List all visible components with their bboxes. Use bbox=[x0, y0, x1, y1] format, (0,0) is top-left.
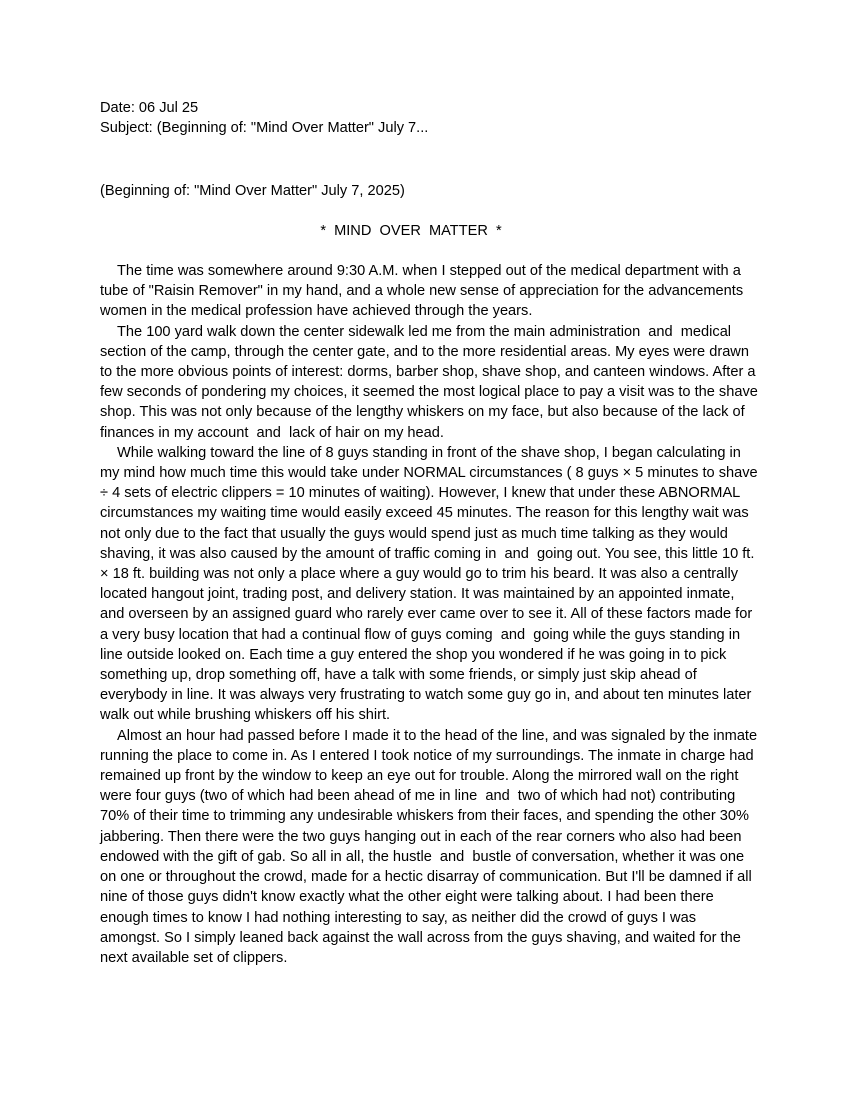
paragraph: While walking toward the line of 8 guys standing in front of the shave shop, I began calculating in my mind how much time this would take under NORMAL circumstances ( 8 guys × 5 minutes to shave ÷ 4 sets of electric clippers = 10 minutes of waiting). However, I knew that under these ABNORMAL circumstances my waiting time would easily exceed 45 minutes. The reason for this lengthy wait was not only due to the fact that usually the guys would spend just as much time talking as they would shaving, it was also caused by the amount of traffic coming in and going out. You see, this little 10 ft. × 18 ft. building was not only a place where a guy would go to trim his beard. It was also a centrally located hangout joint, trading post, and delivery station. It was maintained by an appointed inmate, and overseen by an assigned guard who rarely ever came over to see it. All of these factors made for a very busy location that had a continual flow of guys coming and going while the guys standing in line outside looked on. Each time a guy entered the shop you wondered if he was going in to pick something up, drop something off, have a talk with some friends, or simply just skip ahead of everybody in line. It was always very frustrating to watch some guy go in, and about ten minutes later walk out while brushing whiskers off his shirt. bbox=[100, 444, 762, 724]
beginning-line: (Beginning of: "Mind Over Matter" July 7, 2025) bbox=[100, 183, 405, 199]
email-subject: Subject: (Beginning of: "Mind Over Matter" July 7... bbox=[100, 120, 429, 136]
story-body bbox=[100, 261, 760, 968]
story-title: * MIND OVER MATTER * bbox=[320, 223, 502, 239]
document-page bbox=[100, 98, 760, 968]
paragraph: The 100 yard walk down the center sidewalk led me from the main administration and medical section of the camp, through the center gate, and to the more residential areas. My eyes were drawn to the more obvious points of interest: dorms, barber shop, shave shop, and canteen windows. After a few seconds of pondering my choices, it seemed the most logical place to pay a visit was to the shave shop. This was not only because of the lengthy whiskers on my face, but also because of the lack of finances in my account and lack of hair on my head. bbox=[100, 323, 762, 441]
paragraph: Almost an hour had passed before I made it to the head of the line, and was signaled by the inmate running the place to come in. As I entered I took notice of my surroundings. The inmate in charge had remained up front by the window to keep an eye out for trouble. Along the mirrored wall on the right were four guys (two of which had been ahead of me in line and two of which had not) contributing 70% of their time to trimming any undesirable whiskers from their faces, and spending the other 30% jabbering. Then there were the two guys hanging out in each of the rear corners who also had been endowed with the gift of gab. So all in all, the hustle and bustle of conversation, whether it was one on one or throughout the crowd, made for a hectic disarray of communication. But I'll be damned if all nine of those guys didn't know exactly what the other eight were talking about. I had been there enough times to know I had nothing interesting to say, as neither did the crowd of guys I was amongst. So I simply leaned back against the wall across from the guys shaving, and waited for the next available set of clippers. bbox=[100, 727, 762, 966]
paragraph: The time was somewhere around 9:30 A.M. when I stepped out of the medical department with a tube of "Raisin Remover" in my hand, and a whole new sense of appreciation for the advancements women in the medical profession have achieved through the years. bbox=[100, 263, 748, 320]
email-date: Date: 06 Jul 25 bbox=[100, 100, 199, 116]
